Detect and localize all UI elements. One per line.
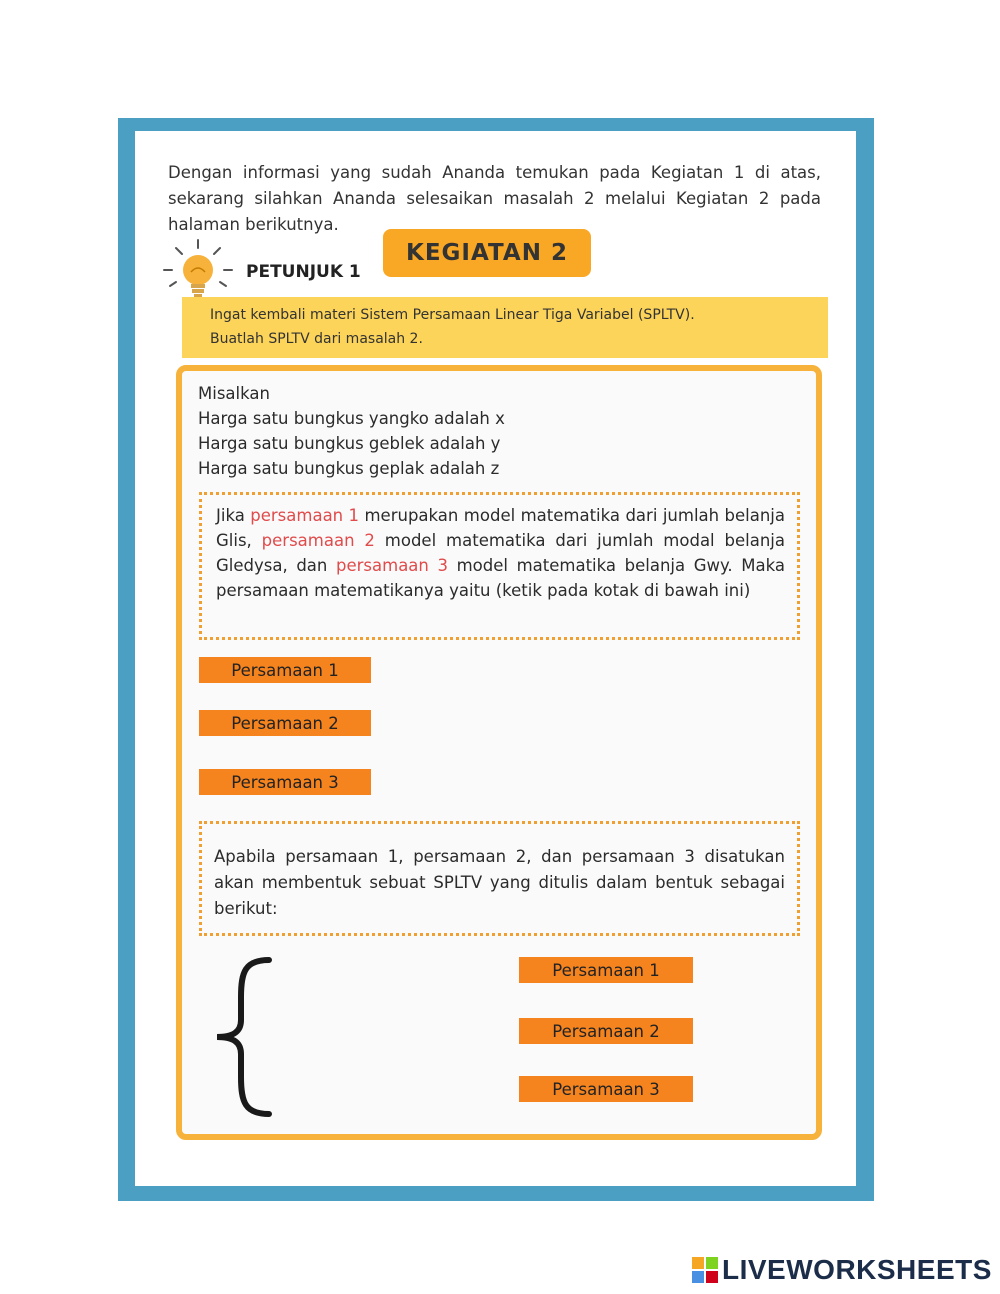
box1-text-4: model matematika belanja Gwy. Maka persamaan matematikanya yaitu (ketik pada kotak di bawah ini) bbox=[216, 556, 785, 600]
instruction-line-1: Ingat kembali materi Sistem Persamaan Linear Tiga Variabel (SPLTV). bbox=[210, 307, 695, 323]
equation-2-input[interactable]: Persamaan 2 bbox=[199, 710, 371, 736]
curly-brace-icon bbox=[205, 952, 275, 1122]
instruction-bar bbox=[182, 297, 828, 358]
variable-definitions bbox=[198, 381, 505, 481]
system-equation-1-input[interactable]: Persamaan 1 bbox=[519, 957, 693, 983]
system-equation-2-input[interactable]: Persamaan 2 bbox=[519, 1018, 693, 1044]
brand-name: LIVEWORKSHEETS bbox=[722, 1254, 992, 1285]
equation-1-input[interactable]: Persamaan 1 bbox=[199, 657, 371, 683]
intro-text: Dengan informasi yang sudah Ananda temukan pada Kegiatan 1 di atas, sekarang silahkan Ananda selesaikan masalah 2 melalui Kegiatan 2 pada halaman berikutnya. bbox=[168, 163, 821, 234]
variable-x-line: Harga satu bungkus yangko adalah x bbox=[198, 409, 505, 428]
box1-highlight-1: persamaan 1 bbox=[250, 506, 360, 525]
box1-text-1: Jika bbox=[216, 506, 251, 525]
box1-highlight-3: persamaan 3 bbox=[336, 556, 448, 575]
instruction-line-2: Buatlah SPLTV dari masalah 2. bbox=[210, 331, 423, 347]
variable-y-line: Harga satu bungkus geblek adalah y bbox=[198, 434, 501, 453]
liveworksheets-brand bbox=[692, 1253, 992, 1287]
equation-3-input[interactable]: Persamaan 3 bbox=[199, 769, 371, 795]
petunjuk-label: PETUNJUK 1 bbox=[246, 262, 361, 282]
system-equation-3-input[interactable]: Persamaan 3 bbox=[519, 1076, 693, 1102]
liveworksheets-logo-icon bbox=[692, 1257, 718, 1283]
spltv-instruction-box: Apabila persamaan 1, persamaan 2, dan persamaan 3 disatukan akan membentuk sebuat SPLTV yang ditulis dalam bentuk sebagai berikut: bbox=[199, 821, 800, 936]
variable-z-line: Harga satu bungkus geplak adalah z bbox=[198, 459, 500, 478]
box1-highlight-2: persamaan 2 bbox=[261, 531, 375, 550]
box1-text-2: merupakan model matematika dari jumlah belanja Glis, bbox=[216, 506, 785, 550]
box1-text-3: model matematika dari jumlah modal belanja Gledysa, dan bbox=[216, 531, 785, 575]
kegiatan-title: KEGIATAN 2 bbox=[383, 229, 591, 277]
equation-instruction-box bbox=[199, 492, 800, 640]
misalkan-heading: Misalkan bbox=[198, 384, 270, 403]
